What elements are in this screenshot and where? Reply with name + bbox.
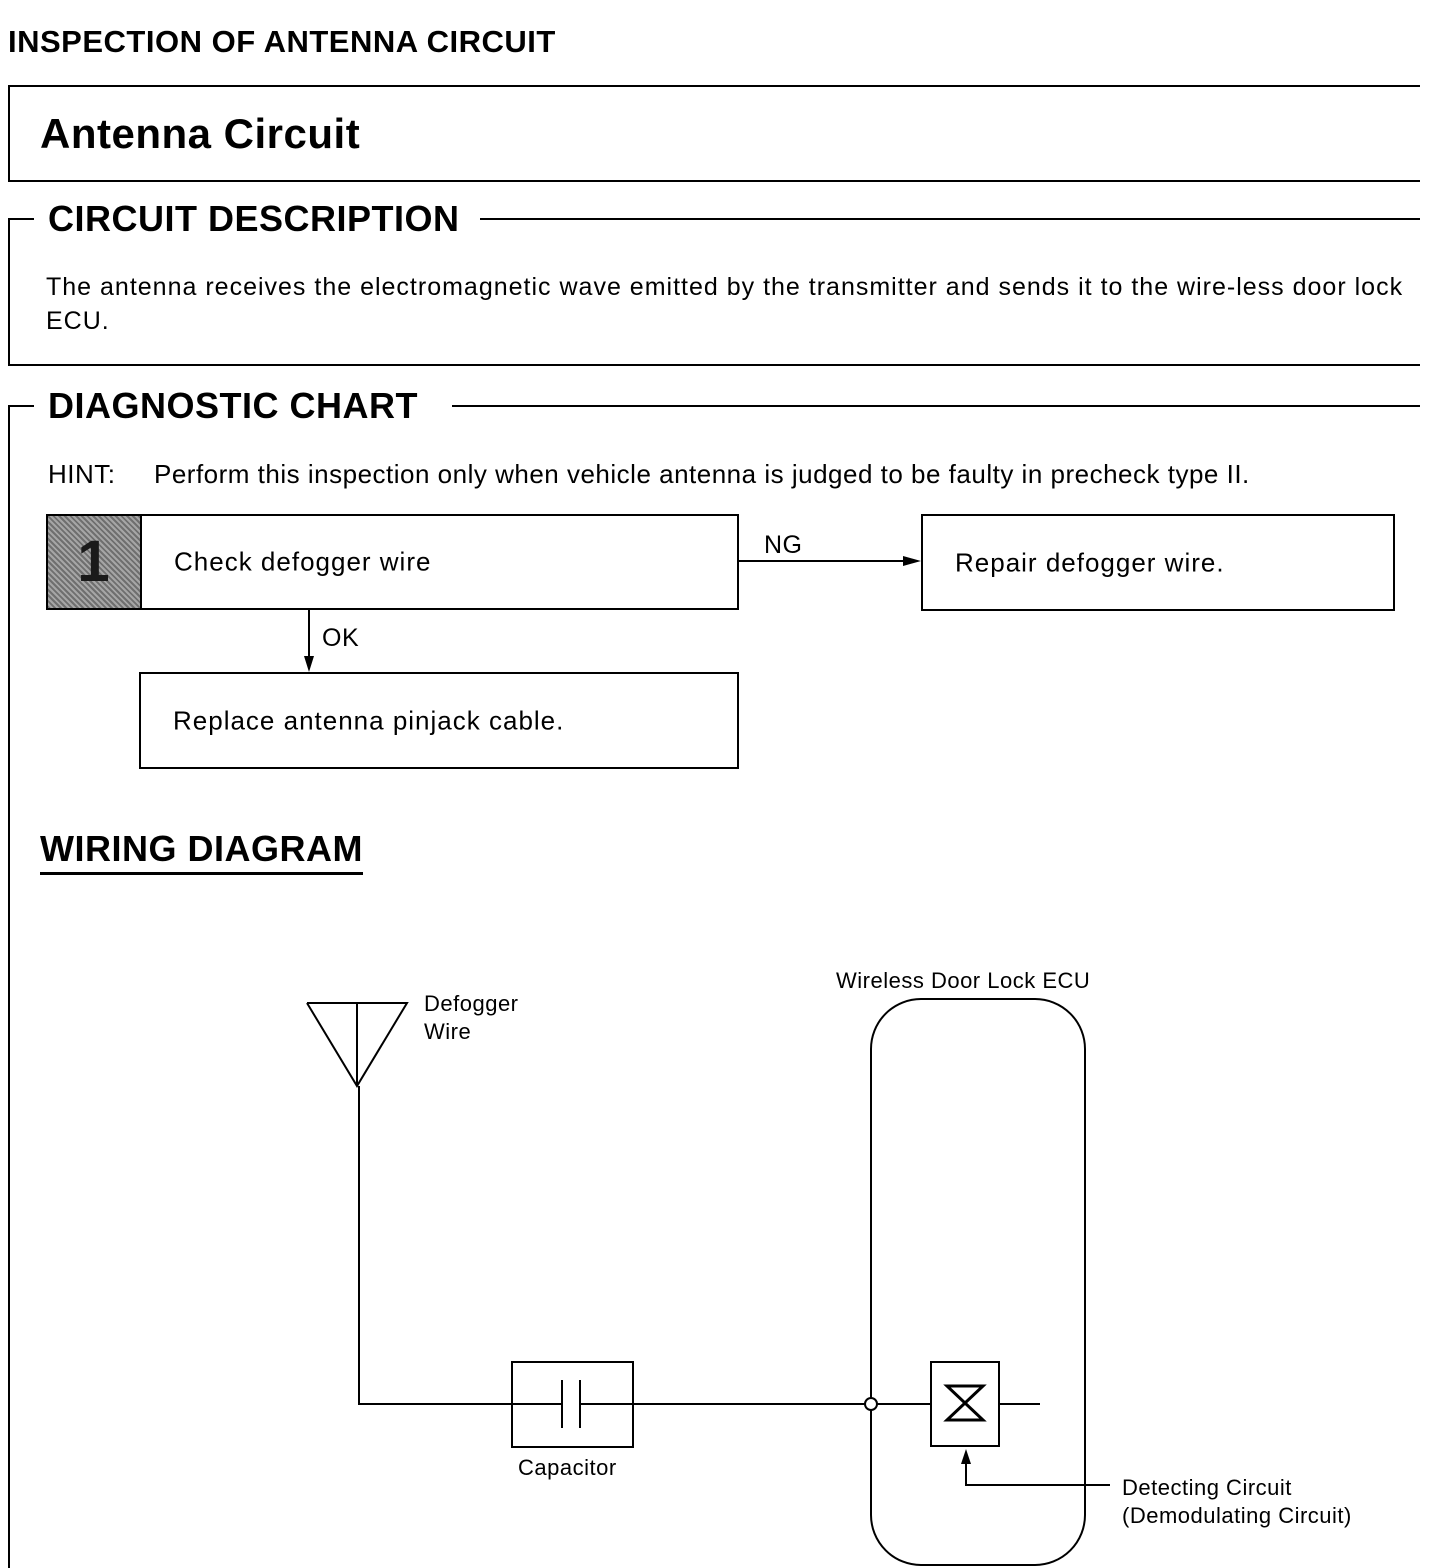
capacitor-label: Capacitor [518, 1455, 617, 1480]
ng-arrow [739, 556, 921, 566]
detecting-circuit-icon [931, 1362, 999, 1446]
circuit-description-heading: CIRCUIT DESCRIPTION [48, 198, 472, 240]
antenna-icon [307, 1003, 407, 1086]
junction-node [865, 1398, 877, 1410]
wire [359, 1086, 1040, 1404]
detecting-circuit-label-line1: Detecting Circuit [1122, 1475, 1292, 1500]
ecu-box [871, 999, 1085, 1565]
ok-label: OK [322, 624, 360, 652]
capacitor-icon [512, 1362, 633, 1447]
defogger-wire-label-line1: Defogger [424, 991, 519, 1016]
ecu-label: Wireless Door Lock ECU [836, 968, 1091, 993]
wiring-diagram-heading: WIRING DIAGRAM [40, 828, 363, 875]
detecting-circuit-leader [961, 1449, 1110, 1485]
hint-text: Perform this inspection only when vehicle antenna is judged to be faulty in precheck type II. [154, 459, 1250, 489]
ng-label: NG [764, 531, 803, 559]
defogger-wire-label-line2: Wire [424, 1019, 472, 1044]
detecting-circuit-label-line2: (Demodulating Circuit) [1122, 1503, 1352, 1528]
step-number: 1 [48, 516, 142, 608]
circuit-description-text: The antenna receives the electromagnetic wave emitted by the transmitter and sends it to the wire-less door lock ECU. [46, 273, 1404, 335]
ok-action-text: Replace antenna pinjack cable. [173, 705, 565, 735]
circuit-title: Antenna Circuit [40, 110, 361, 157]
page-title: INSPECTION OF ANTENNA CIRCUIT [8, 24, 556, 59]
hint-label: HINT: [48, 459, 116, 489]
diagnostic-chart-heading: DIAGNOSTIC CHART [48, 385, 430, 427]
ok-arrow [304, 610, 314, 672]
step-1-label: Check defogger wire [174, 546, 432, 577]
ng-action-text: Repair defogger wire. [955, 547, 1225, 577]
